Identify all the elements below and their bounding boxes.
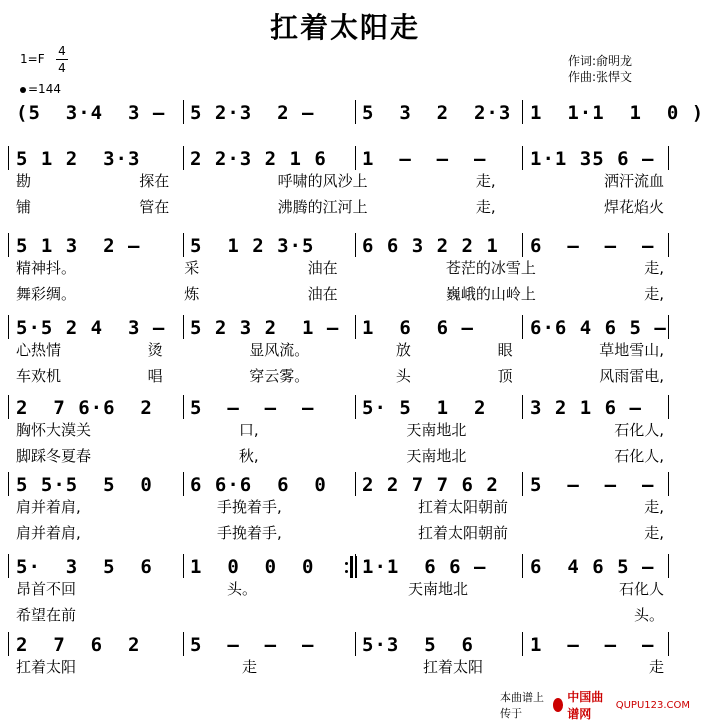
barline [183, 395, 184, 419]
measure [530, 102, 704, 124]
lyric-segment: 走, [644, 259, 664, 277]
barline [183, 472, 184, 496]
lyric-segment: 希望在前 [16, 606, 77, 624]
quarter-note-icon [20, 87, 26, 93]
measure [16, 556, 174, 578]
notes: 5 1 3 2 – [16, 235, 141, 257]
notes: 5 – – – [530, 474, 655, 496]
lyric-segment: 勘 [16, 172, 32, 190]
measure [362, 556, 514, 578]
notes: 3 2 1 6 – [530, 397, 642, 419]
barline [8, 315, 9, 339]
lyric-segment: 走, [644, 498, 664, 516]
barline [668, 146, 669, 170]
lyric-segment: 天南地北 [406, 447, 467, 465]
measure [16, 102, 174, 124]
lyric-segment: 口, [238, 421, 259, 439]
barline [183, 315, 184, 339]
lyric-segment: 洒汗流血 [603, 172, 664, 190]
score-line [0, 315, 690, 395]
site-name[interactable]: 中国曲谱网 [567, 690, 604, 721]
lyric-segment: 炼 [184, 285, 200, 303]
barline [668, 472, 669, 496]
measure [190, 102, 348, 124]
score-line [0, 146, 690, 226]
lyric-segment: 秋, [238, 447, 259, 465]
notes: 6 6 3 2 2 1 [362, 235, 499, 257]
notes: 6 6·6 6 0 [190, 474, 327, 496]
measure [530, 148, 660, 170]
barline [522, 395, 523, 419]
score-line [0, 233, 690, 313]
notes: 1·1 6 6 – [362, 556, 487, 578]
lyric-segment: 走, [644, 285, 664, 303]
barline [522, 233, 523, 257]
lyric-verse-1 [16, 498, 664, 516]
lyric-segment: 放 [395, 341, 411, 359]
measure [16, 474, 174, 496]
lyric-segment: 扛着太阳 [16, 658, 77, 676]
lyric-segment: 走, [475, 172, 496, 190]
measure [362, 474, 514, 496]
lyricist-credit: 作词:俞明龙 [568, 54, 633, 68]
lyric-segment: 心热情 [16, 341, 62, 359]
barline [355, 315, 356, 339]
barline [522, 146, 523, 170]
lyric-verse-2 [16, 367, 664, 385]
notes: 5 – – – [190, 397, 315, 419]
lyric-segment: 天南地北 [407, 580, 468, 598]
barline [522, 315, 523, 339]
site-domain[interactable]: QUPU123.COM [615, 699, 691, 711]
measure [530, 397, 660, 419]
barline [355, 632, 356, 656]
lyric-segment: 走 [241, 658, 257, 676]
lyric-segment: 扛着太阳朝前 [417, 524, 508, 542]
lyric-segment: 舞彩绸。 [16, 285, 77, 303]
measure [362, 397, 514, 419]
lyric-segment: 石化人, [614, 447, 664, 465]
barline [183, 146, 184, 170]
measure [190, 397, 348, 419]
lyric-verse-2 [16, 447, 664, 465]
lyric-segment: 扛着太阳 [422, 658, 483, 676]
footer: 本曲谱上传于 中国曲谱网 QUPU123.COM [500, 690, 691, 721]
measure [16, 634, 174, 656]
lyric-segment: 天南地北 [406, 421, 467, 439]
lyric-segment: 精神抖。 [16, 259, 77, 277]
time-signature: 4 4 [55, 44, 69, 75]
lyric-verse-1 [16, 341, 664, 359]
lyric-segment: 走 [648, 658, 664, 676]
lyric-segment: 头。 [633, 606, 664, 624]
notes: 5 3 2 2·3 [362, 102, 512, 124]
notes: 2 7 6 2 [16, 634, 141, 656]
notes: 5 1 2 3·3 [16, 148, 141, 170]
lyric-segment: 脚踩冬夏春 [16, 447, 92, 465]
notes: 6·6 4 6 5 – [530, 317, 667, 339]
lyric-segment: 肩并着肩, [16, 498, 81, 516]
composer-credit: 作曲:张悍文 [568, 70, 633, 84]
notes: 5 2 3 2 1 – [190, 317, 340, 339]
tempo-marking: =144 [20, 82, 61, 96]
lyric-verse-1 [16, 172, 664, 190]
lyric-segment: 穿云雾。 [249, 367, 310, 385]
barline [668, 632, 669, 656]
measure [190, 474, 348, 496]
lyric-segment: 昂首不回 [16, 580, 77, 598]
lyric-segment: 眼 [497, 341, 513, 359]
notes: 1 – – – [530, 634, 655, 656]
measure [190, 235, 348, 257]
lyric-segment: 油在 [307, 285, 338, 303]
score-line [0, 554, 690, 634]
measure [530, 474, 660, 496]
lyric-segment: 车欢机 [16, 367, 62, 385]
notes: 1·1 35 6 – [530, 148, 655, 170]
notes: 5·5 2 4 3 – [16, 317, 166, 339]
lyric-segment: 管在 [139, 198, 170, 216]
notes: 5· 5 1 2 [362, 397, 487, 419]
barline [8, 395, 9, 419]
barline [522, 100, 523, 124]
measure [362, 102, 514, 124]
lyric-segment: 苍茫的冰雪上 [445, 259, 536, 277]
lyric-segment: 探在 [139, 172, 170, 190]
lyric-segment: 胸怀大漠关 [16, 421, 92, 439]
lyric-segment: 石化人 [618, 580, 664, 598]
notes: 1 1·1 1 0 ) [530, 102, 704, 124]
lyric-segment: 显风流。 [249, 341, 310, 359]
barline [668, 395, 669, 419]
lyric-segment: 走, [475, 198, 496, 216]
lyric-segment: 手挽着手, [216, 524, 282, 542]
lyric-segment: 呼啸的风沙上 [277, 172, 368, 190]
notes: 6 4 6 5 – [530, 556, 655, 578]
measure [16, 397, 174, 419]
lyric-verse-1 [16, 580, 664, 598]
barline [355, 233, 356, 257]
barline [668, 315, 669, 339]
lyric-segment: 走, [644, 524, 664, 542]
lyric-segment: 唱 [147, 367, 163, 385]
lyric-segment: 风雨雷电, [599, 367, 664, 385]
notes: 6 – – – [530, 235, 655, 257]
lyric-segment: 采 [184, 259, 200, 277]
notes: 5 1 2 3·5 [190, 235, 315, 257]
barline [668, 554, 669, 578]
lyric-segment: 草地雪山, [599, 341, 664, 359]
measure [190, 317, 348, 339]
lyric-verse-1 [16, 658, 664, 676]
key-signature: 1=F [20, 52, 45, 66]
measure [190, 148, 348, 170]
barline [183, 100, 184, 124]
lyric-verse-1 [16, 259, 664, 277]
lyric-segment: 扛着太阳朝前 [417, 498, 508, 516]
lyric-segment: 铺 [16, 198, 32, 216]
barline [668, 233, 669, 257]
notes: 1 – – – [362, 148, 487, 170]
measure [190, 634, 348, 656]
barline [183, 632, 184, 656]
measure [362, 634, 514, 656]
score-line [0, 472, 690, 552]
barline [522, 632, 523, 656]
measure [16, 235, 174, 257]
barline [522, 472, 523, 496]
notes: 5· 3 5 6 [16, 556, 153, 578]
barline [522, 554, 523, 578]
lyric-verse-2 [16, 198, 664, 216]
notes: (5 3·4 3 – [16, 102, 166, 124]
measure [530, 556, 660, 578]
barline [183, 554, 184, 578]
measure [362, 148, 514, 170]
notes: 2 7 6·6 2 [16, 397, 153, 419]
notes: 5·3 5 6 [362, 634, 474, 656]
lyric-segment: 肩并着肩, [16, 524, 81, 542]
lyric-segment: 烫 [147, 341, 163, 359]
measure [362, 317, 514, 339]
measure [16, 148, 174, 170]
measure [530, 317, 667, 339]
measure [190, 556, 348, 578]
barline [8, 632, 9, 656]
notes: 5 – – – [190, 634, 315, 656]
lyric-segment: 焊花焰火 [603, 198, 664, 216]
lyric-segment: 沸腾的江河上 [277, 198, 368, 216]
barline [8, 554, 9, 578]
barline [183, 233, 184, 257]
measure [362, 235, 514, 257]
notes: 2 2·3 2 1 6 [190, 148, 327, 170]
song-title: 扛着太阳走 [269, 11, 420, 44]
notes: 2 2 7 7 6 2 [362, 474, 499, 496]
notes: 1 6 6 – [362, 317, 474, 339]
barline [355, 395, 356, 419]
site-logo-icon [553, 698, 563, 712]
lyric-segment: 巍峨的山岭上 [445, 285, 536, 303]
barline [8, 146, 9, 170]
lyric-verse-2 [16, 524, 664, 542]
lyric-verse-2 [16, 285, 664, 303]
measure [16, 317, 174, 339]
barline [8, 472, 9, 496]
lyric-verse-2 [16, 606, 664, 624]
barline [355, 146, 356, 170]
barline [8, 233, 9, 257]
lyric-verse-1 [16, 421, 664, 439]
lyric-segment: 石化人, [614, 421, 664, 439]
notes: 5 5·5 5 0 [16, 474, 153, 496]
lyric-segment: 头 [395, 367, 411, 385]
notes: 1 0 0 0 [190, 556, 315, 578]
notes: 5 2·3 2 – [190, 102, 315, 124]
measure [530, 235, 660, 257]
barline [355, 100, 356, 124]
lyric-segment: 油在 [307, 259, 338, 277]
score-line [0, 395, 690, 475]
measure [530, 634, 660, 656]
barline [355, 472, 356, 496]
lyric-segment: 手挽着手, [216, 498, 282, 516]
lyric-segment: 顶 [497, 367, 513, 385]
lyric-segment: 头。 [226, 580, 257, 598]
